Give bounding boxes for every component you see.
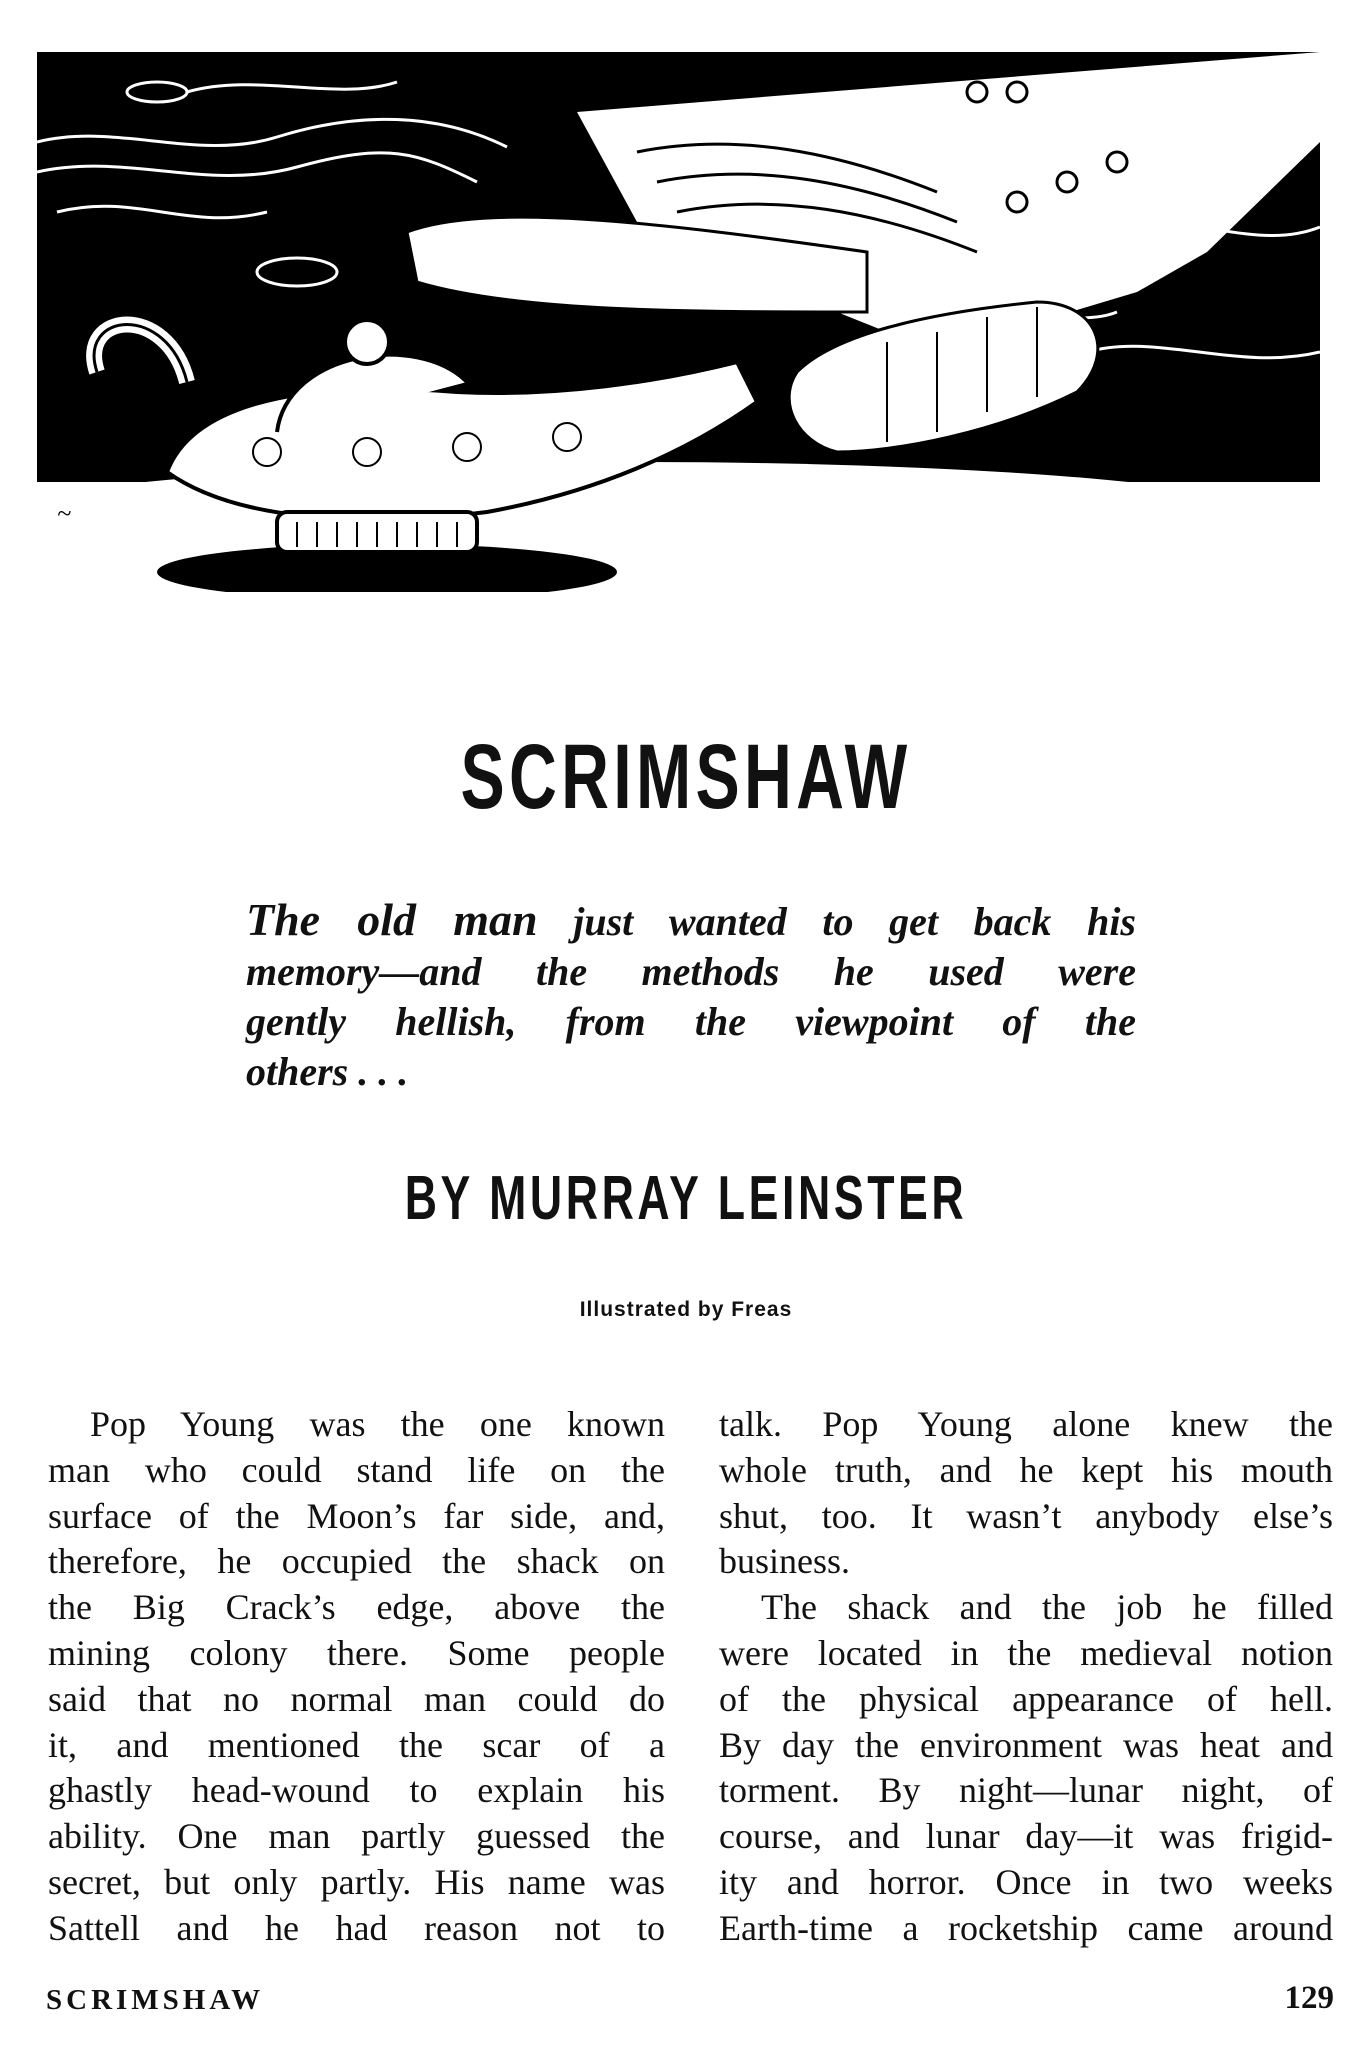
text-line: Pop Young was the one known bbox=[90, 1404, 665, 1444]
text-line: mining colony there. Some people bbox=[48, 1632, 665, 1673]
blurb-lead: The old man bbox=[246, 894, 538, 945]
text-line: therefore, he occupied the shack on bbox=[48, 1541, 665, 1582]
blurb-line: others . . . bbox=[246, 1049, 409, 1094]
text-line: ability. One man partly guessed the bbox=[48, 1816, 665, 1857]
blurb-line: memory—and the methods he used were bbox=[246, 949, 1136, 994]
story-title: SCRIMSHAW bbox=[460, 726, 912, 828]
text-line: man who could stand life on the bbox=[48, 1449, 665, 1490]
blurb-line: gently hellish, from the viewpoint of the bbox=[246, 999, 1136, 1044]
page-number: 129 bbox=[1284, 1980, 1334, 2016]
text-line: whole truth, and he kept his mouth bbox=[719, 1449, 1333, 1490]
text-line: of the physical appearance of hell. bbox=[719, 1678, 1333, 1719]
text-line: shut, too. It wasn’t anybody else’s bbox=[719, 1495, 1333, 1536]
svg-text:~: ~ bbox=[57, 499, 72, 528]
text-line: the Big Crack’s edge, above the bbox=[48, 1587, 665, 1628]
text-line: it, and mentioned the scar of a bbox=[48, 1724, 665, 1765]
text-line: talk. Pop Young alone knew the bbox=[719, 1404, 1333, 1444]
illustrator-credit: Illustrated by Freas bbox=[579, 1298, 793, 1321]
body-column-right bbox=[719, 1402, 1333, 1952]
text-line: business. bbox=[719, 1541, 851, 1582]
text-line: The shack and the job he filled bbox=[761, 1587, 1333, 1628]
running-title: SCRIMSHAW bbox=[46, 1984, 265, 2016]
text-line: said that no normal man could do bbox=[48, 1678, 665, 1719]
text-line: surface of the Moon’s far side, and, bbox=[48, 1495, 665, 1536]
header-illustration bbox=[37, 52, 1320, 592]
text-line: Sattell and he had reason not to bbox=[48, 1907, 665, 1948]
text-line: ghastly head-wound to explain his bbox=[48, 1770, 665, 1811]
text-line: secret, but only partly. His name was bbox=[48, 1861, 665, 1902]
blurb-line: The old man just wanted to get back his bbox=[246, 894, 1136, 945]
text-line: Earth-time a rocketship came around bbox=[719, 1907, 1333, 1948]
text-line: torment. By night—lunar night, of bbox=[719, 1770, 1333, 1811]
author-byline: BY MURRAY LEINSTER bbox=[404, 1164, 968, 1233]
text-line: were located in the medieval notion bbox=[719, 1632, 1333, 1673]
story-blurb bbox=[246, 895, 1136, 1097]
text-line: course, and lunar day—it was frigid- bbox=[719, 1816, 1333, 1857]
body-column-left bbox=[48, 1402, 665, 1952]
text-line: By day the environment was heat and bbox=[719, 1724, 1333, 1765]
text-line: ity and horror. Once in two weeks bbox=[719, 1861, 1333, 1902]
